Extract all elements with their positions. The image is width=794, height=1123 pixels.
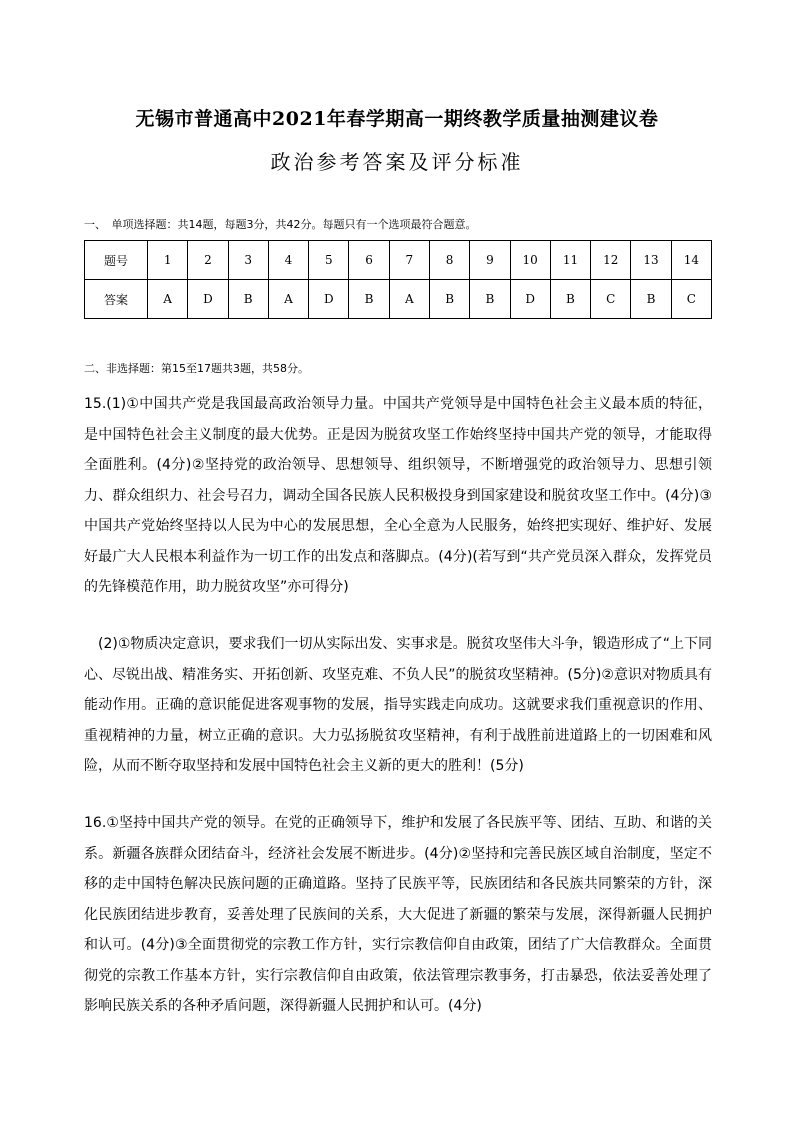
document-subtitle: 政治参考答案及评分标准: [270, 150, 524, 174]
question-number-cell: 4: [268, 241, 308, 280]
table-row-numbers: [85, 241, 712, 280]
answer-table: [84, 240, 712, 319]
answer-cell: B: [349, 280, 389, 319]
question-number-cell: 14: [671, 241, 711, 280]
question-number-cell: 9: [470, 241, 510, 280]
answer-cell: C: [591, 280, 631, 319]
answer-cell: B: [631, 280, 671, 319]
answer-cell: A: [268, 280, 308, 319]
answer-cell: B: [228, 280, 268, 319]
answer-cell: B: [470, 280, 510, 319]
section2-heading: 二、非选择题：第15至17题共3题，共58分。: [84, 362, 309, 375]
q15-part1-answer: 15.(1)①中国共产党是我国最高政治领导力量。中国共产党领导是中国特色社会主义最本质的特征，是中国特色社会主义制度的最大优势。正是因为脱贫攻坚工作始终坚持中国共产党的领导，才能取得全面胜利。(4分)②坚持党的政治领导、思想领导、组织领导，不断增强党的政治领导力、思想引领力、群众组织力、社会号召力，调动全国各民族人民积极投身到国家建设和脱贫攻坚工作中。(4分)③中国共产党始终坚持以人民为中心的发展思想，全心全意为人民服务，始终把实现好、维护好、发展好最广大人民根本利益作为一切工作的出发点和落脚点。(4分)(若写到“共产党员深入群众，发挥党员的先锋模范作用，助力脱贫攻坚”亦可得分): [84, 396, 712, 595]
row-label-answer: 答案: [85, 280, 148, 319]
question-number-cell: 12: [591, 241, 631, 280]
question-number-cell: 8: [429, 241, 469, 280]
question-number-cell: 13: [631, 241, 671, 280]
question-number-cell: 2: [188, 241, 228, 280]
row-label-number: 题号: [85, 241, 148, 280]
q15-part2-answer: (2)①物质决定意识，要求我们一切从实际出发、实事求是。脱贫攻坚伟大斗争，锻造形成了“上下同心、尽锐出战、精准务实、开拓创新、攻坚克难、不负人民”的脱贫攻坚精神。(5分)②意识对物质具有能动作用。正确的意识能促进客观事物的发展，指导实践走向成功。这就要求我们重视意识的作用、重视精神的力量，树立正确的意识。大力弘扬脱贫攻坚精神，有利于战胜前进道路上的一切困难和风险，从而不断夺取坚持和发展中国特色社会主义新的更大的胜利！(5分): [84, 636, 712, 774]
answer-cell: D: [510, 280, 550, 319]
q16-answer: 16.①坚持中国共产党的领导。在党的正确领导下，维护和发展了各民族平等、团结、互助、和谐的关系。新疆各族群众团结奋斗，经济社会发展不断进步。(4分)②坚持和完善民族区域自治制度，坚定不移的走中国特色解决民族问题的正确道路。坚持了民族平等，民族团结和各民族共同繁荣的方针，深化民族团结进步教育，妥善处理了民族间的关系，大大促进了新疆的繁荣与发展，深得新疆人民拥护和认可。(4分)③全面贯彻党的宗教工作方针，实行宗教信仰自由政策，团结了广大信教群众。全面贯彻党的宗教工作基本方针，实行宗教信仰自由政策，依法管理宗教事务，打击暴恐，依法妥善处理了影响民族关系的各种矛盾问题，深得新疆人民拥护和认可。(4分): [84, 815, 712, 1014]
answer-cell: B: [429, 280, 469, 319]
answer-cell: A: [389, 280, 429, 319]
question-number-cell: 11: [550, 241, 590, 280]
answer-cell: B: [550, 280, 590, 319]
question-number-cell: 7: [389, 241, 429, 280]
question-number-cell: 6: [349, 241, 389, 280]
answer-cell: C: [671, 280, 711, 319]
answer-cell: D: [188, 280, 228, 319]
document-title: 无锡市普通高中2021年春学期高一期终教学质量抽测建议卷: [135, 108, 659, 130]
section1-heading: 一、 单项选择题：共14题，每题3分，共42分。每题只有一个选项最符合题意。: [84, 218, 477, 231]
question-number-cell: 1: [148, 241, 188, 280]
question-number-cell: 5: [309, 241, 349, 280]
question-number-cell: 10: [510, 241, 550, 280]
table-row-answers: [85, 280, 712, 319]
answer-cell: D: [309, 280, 349, 319]
answer-cell: A: [148, 280, 188, 319]
question-number-cell: 3: [228, 241, 268, 280]
